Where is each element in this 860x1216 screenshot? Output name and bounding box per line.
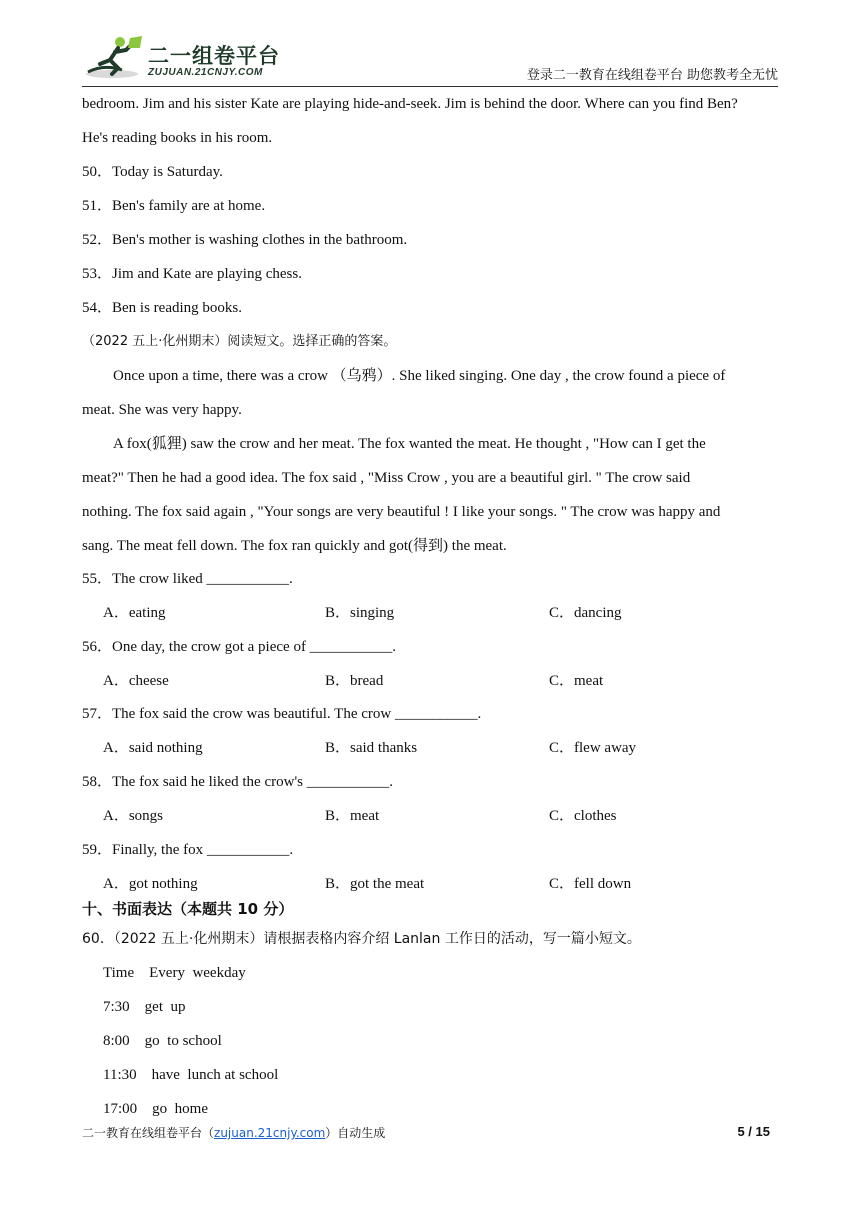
question-number: 54． bbox=[82, 300, 113, 316]
footer-suffix: ）自动生成 bbox=[325, 1126, 386, 1140]
section-title: 十、书面表达（本题共 10 分） bbox=[82, 900, 294, 918]
reading-source: （2022 五上·化州期末）阅读短文。选择正确的答案。 bbox=[82, 334, 397, 349]
question-number: 52． bbox=[82, 232, 113, 248]
question-55: 55．The crow liked ___________. bbox=[82, 571, 293, 587]
question-text: Ben's family are at home. bbox=[112, 198, 266, 214]
option-a[interactable]: A．cheese bbox=[103, 673, 169, 689]
question-51 bbox=[82, 196, 265, 216]
question-57: 57．The fox said the crow was beautiful. The crow ___________. bbox=[82, 706, 482, 722]
question-58: 58．The fox said he liked the crow's ___________. bbox=[82, 774, 393, 790]
question-54 bbox=[82, 298, 242, 318]
option-c[interactable]: C．clothes bbox=[549, 808, 617, 824]
passage-line: sang. The meat fell down. The fox ran quickly and got(得到) the meat. bbox=[82, 538, 507, 554]
question-text: Jim and Kate are playing chess. bbox=[112, 266, 302, 282]
question-text: Today is Saturday. bbox=[112, 164, 223, 180]
passage-line: meat?" Then he had a good idea. The fox said , "Miss Crow , you are a beautiful girl. " The crow said bbox=[82, 470, 691, 486]
schedule-row: 17:00 go home bbox=[103, 1101, 208, 1117]
option-a[interactable]: A．got nothing bbox=[103, 876, 198, 892]
header-slogan: 登录二一教育在线组卷平台 助您教考全无忧 bbox=[526, 68, 778, 83]
question-60: 60．（2022 五上·化州期末）请根据表格内容介绍 Lanlan 工作日的活动，写一篇小短文。 bbox=[82, 931, 641, 947]
question-number: 51． bbox=[82, 198, 113, 214]
footer-link[interactable]: zujuan.21cnjy.com bbox=[214, 1126, 326, 1140]
option-a[interactable]: A．eating bbox=[103, 605, 166, 621]
option-b[interactable]: B．got the meat bbox=[325, 876, 425, 892]
page-header bbox=[82, 30, 778, 87]
option-b[interactable]: B．meat bbox=[325, 808, 380, 824]
passage-line: meat. She was very happy. bbox=[82, 402, 242, 418]
passage-line: He's reading books in his room. bbox=[82, 130, 273, 146]
question-56: 56．One day, the crow got a piece of ___________. bbox=[82, 639, 396, 655]
option-b[interactable]: B．said thanks bbox=[325, 740, 418, 756]
option-b[interactable]: B．bread bbox=[325, 673, 384, 689]
runner-logo-icon bbox=[82, 34, 146, 80]
page-number: 5 / 15 bbox=[737, 1124, 770, 1139]
question-59: 59．Finally, the fox ___________. bbox=[82, 842, 294, 858]
option-c[interactable]: C．fell down bbox=[549, 876, 632, 892]
question-number: 53． bbox=[82, 266, 113, 282]
option-c[interactable]: C．meat bbox=[549, 673, 604, 689]
option-a[interactable]: A．songs bbox=[103, 808, 164, 824]
logo bbox=[82, 34, 282, 82]
logo-text: 二一组卷平台 bbox=[148, 44, 280, 68]
logo-url: ZUJUAN.21CNJY.COM bbox=[148, 67, 263, 78]
page-footer bbox=[82, 1124, 770, 1144]
passage-line: Once upon a time, there was a crow （乌鸦）. She liked singing. One day , the crow found a piece of bbox=[113, 368, 726, 384]
schedule-row: 7:30 get up bbox=[103, 999, 186, 1015]
question-53 bbox=[82, 264, 302, 284]
option-c[interactable]: C．dancing bbox=[549, 605, 622, 621]
schedule-row: 11:30 have lunch at school bbox=[103, 1067, 279, 1083]
option-b[interactable]: B．singing bbox=[325, 605, 395, 621]
schedule-row: 8:00 go to school bbox=[103, 1033, 222, 1049]
option-a[interactable]: A．said nothing bbox=[103, 740, 203, 756]
question-52 bbox=[82, 230, 407, 250]
passage-line: bedroom. Jim and his sister Kate are playing hide-and-seek. Jim is behind the door. Where can you find Ben? bbox=[82, 96, 738, 112]
option-c[interactable]: C．flew away bbox=[549, 740, 637, 756]
question-number: 50． bbox=[82, 164, 113, 180]
passage-line: nothing. The fox said again , "Your songs are very beautiful ! I like your songs. " The crow was happy and bbox=[82, 504, 721, 520]
question-text: Ben's mother is washing clothes in the bathroom. bbox=[112, 232, 408, 248]
question-text: Ben is reading books. bbox=[112, 300, 242, 316]
footer-prefix: 二一教育在线组卷平台（ bbox=[82, 1126, 215, 1140]
question-50 bbox=[82, 162, 223, 182]
passage-line: A fox(狐狸) saw the crow and her meat. The fox wanted the meat. He thought , "How can I get the bbox=[113, 436, 706, 452]
schedule-row: Time Every weekday bbox=[103, 965, 246, 981]
